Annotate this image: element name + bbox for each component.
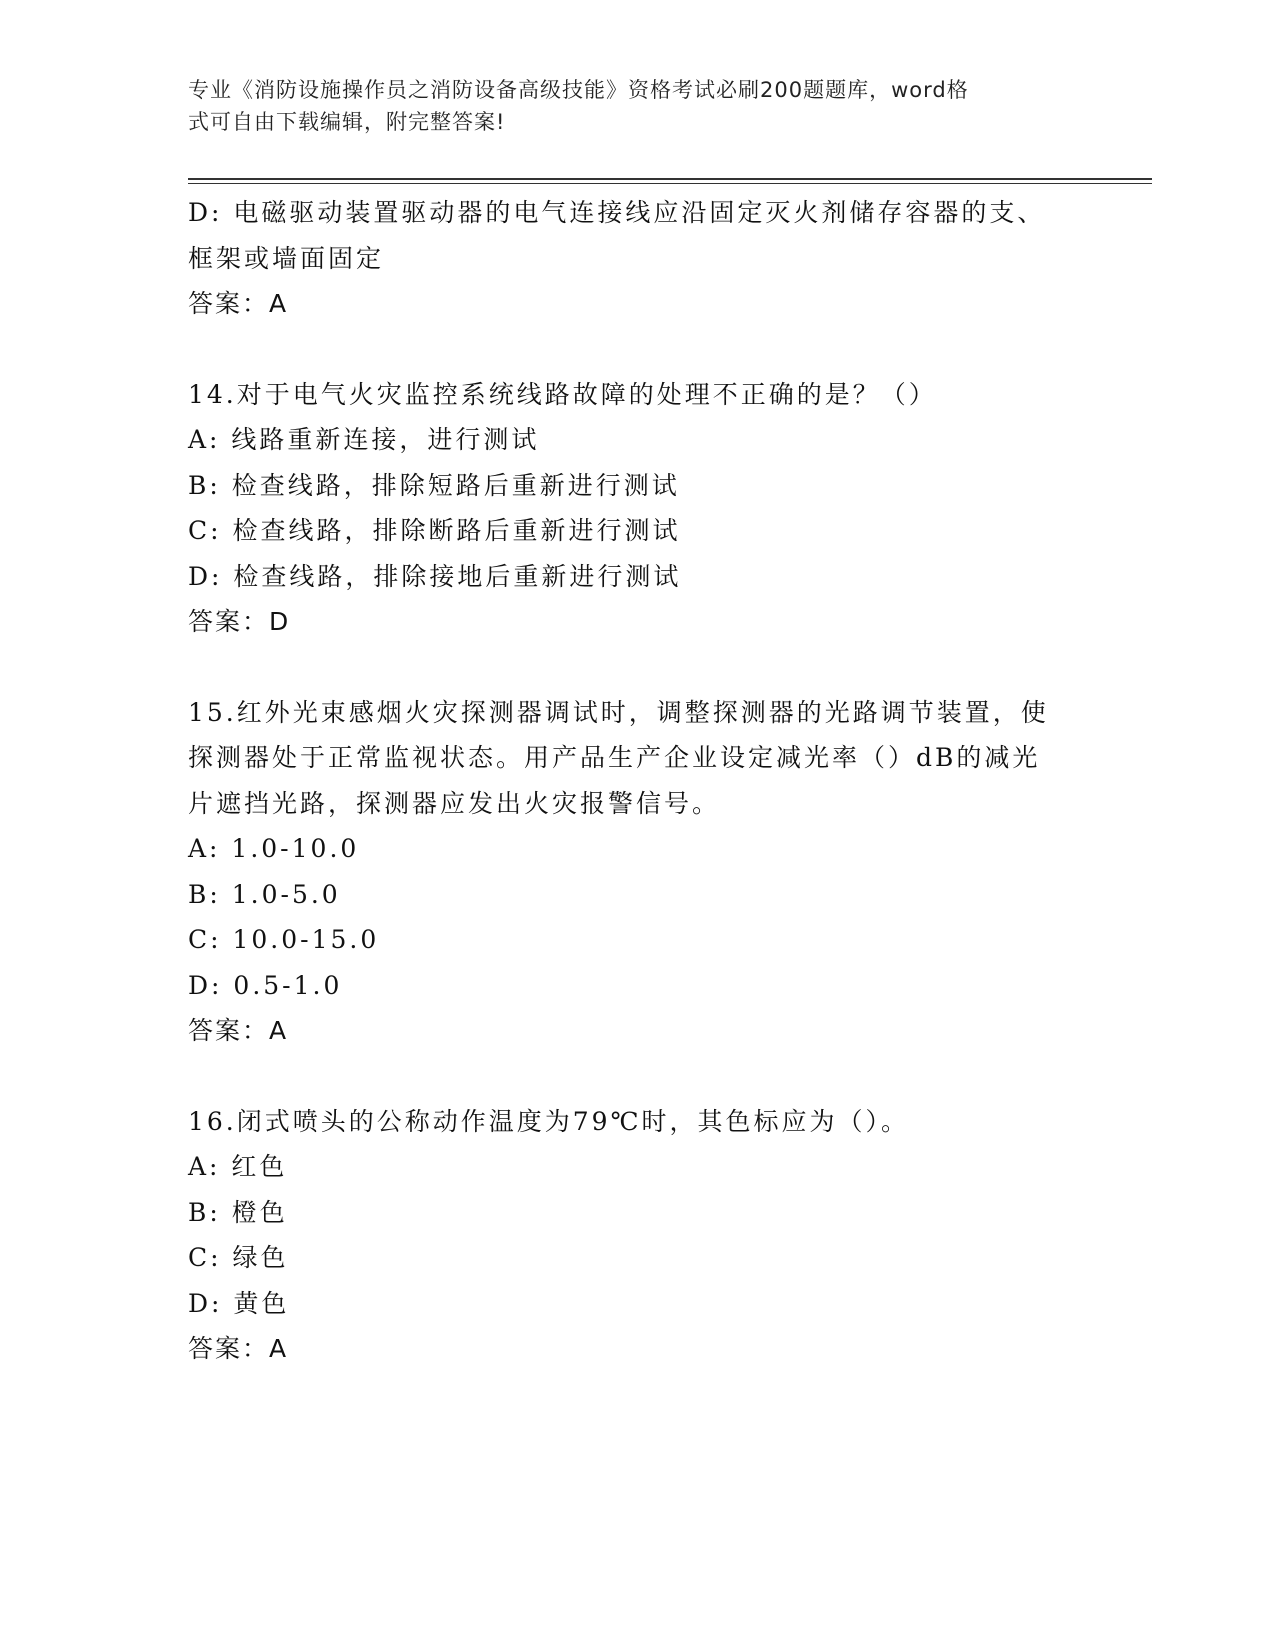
- option-d: D: 电磁驱动装置驱动器的电气连接线应沿固定灭火剂储存容器的支、: [188, 198, 1046, 227]
- header-divider-thick: [188, 178, 1152, 180]
- question-stem: 16.闭式喷头的公称动作温度为79℃时，其色标应为（）。: [188, 1106, 910, 1136]
- answer-label: 答案：A: [188, 1016, 289, 1045]
- option-b: B: 橙色: [188, 1197, 288, 1227]
- option-c: C: 绿色: [188, 1243, 289, 1272]
- answer-label: 答案：D: [188, 607, 291, 636]
- option-a: A: 1.0-10.0: [188, 834, 360, 863]
- answer-label: 答案：A: [188, 1334, 289, 1363]
- spacer: [188, 645, 1088, 690]
- option-a: A: 线路重新连接，进行测试: [188, 425, 540, 454]
- option-c: C: 检查线路，排除断路后重新进行测试: [188, 516, 681, 545]
- option-d: D: 黄色: [188, 1288, 290, 1318]
- option-d-continued: 框架或墙面固定: [188, 243, 385, 273]
- option-b: B: 检查线路，排除短路后重新进行测试: [188, 470, 680, 500]
- option-c: C: 10.0-15.0: [188, 925, 380, 954]
- question-stem: 14.对于电气火灾监控系统线路故障的处理不正确的是？（）: [188, 379, 937, 409]
- question-16: [188, 1099, 1088, 1372]
- question-stem-line-1: 15.红外光束感烟火灾探测器调试时，调整探测器的光路调节装置，使: [188, 697, 1049, 727]
- spacer: [188, 327, 1088, 372]
- document-body: [188, 190, 1088, 1372]
- question-13-tail: [188, 190, 1088, 327]
- question-15: [188, 690, 1088, 1054]
- option-a: A: 红色: [188, 1152, 288, 1181]
- option-d: D: 0.5-1.0: [188, 970, 343, 1000]
- document-header: [188, 74, 1078, 138]
- option-d: D: 检查线路，排除接地后重新进行测试: [188, 561, 682, 591]
- question-stem-line-2: 探测器处于正常监视状态。用产品生产企业设定减光率（）dB的减光: [188, 743, 1041, 772]
- header-line-1: 专业《消防设施操作员之消防设备高级技能》资格考试必刷200题题库，word格: [188, 78, 969, 102]
- answer-label: 答案：A: [188, 289, 289, 318]
- spacer: [188, 1054, 1088, 1099]
- question-stem-line-3: 片遮挡光路，探测器应发出火灾报警信号。: [188, 788, 721, 818]
- header-line-2: 式可自由下载编辑，附完整答案!: [188, 110, 506, 134]
- question-14: [188, 372, 1088, 645]
- option-b: B: 1.0-5.0: [188, 879, 341, 909]
- header-divider-thin: [188, 183, 1152, 184]
